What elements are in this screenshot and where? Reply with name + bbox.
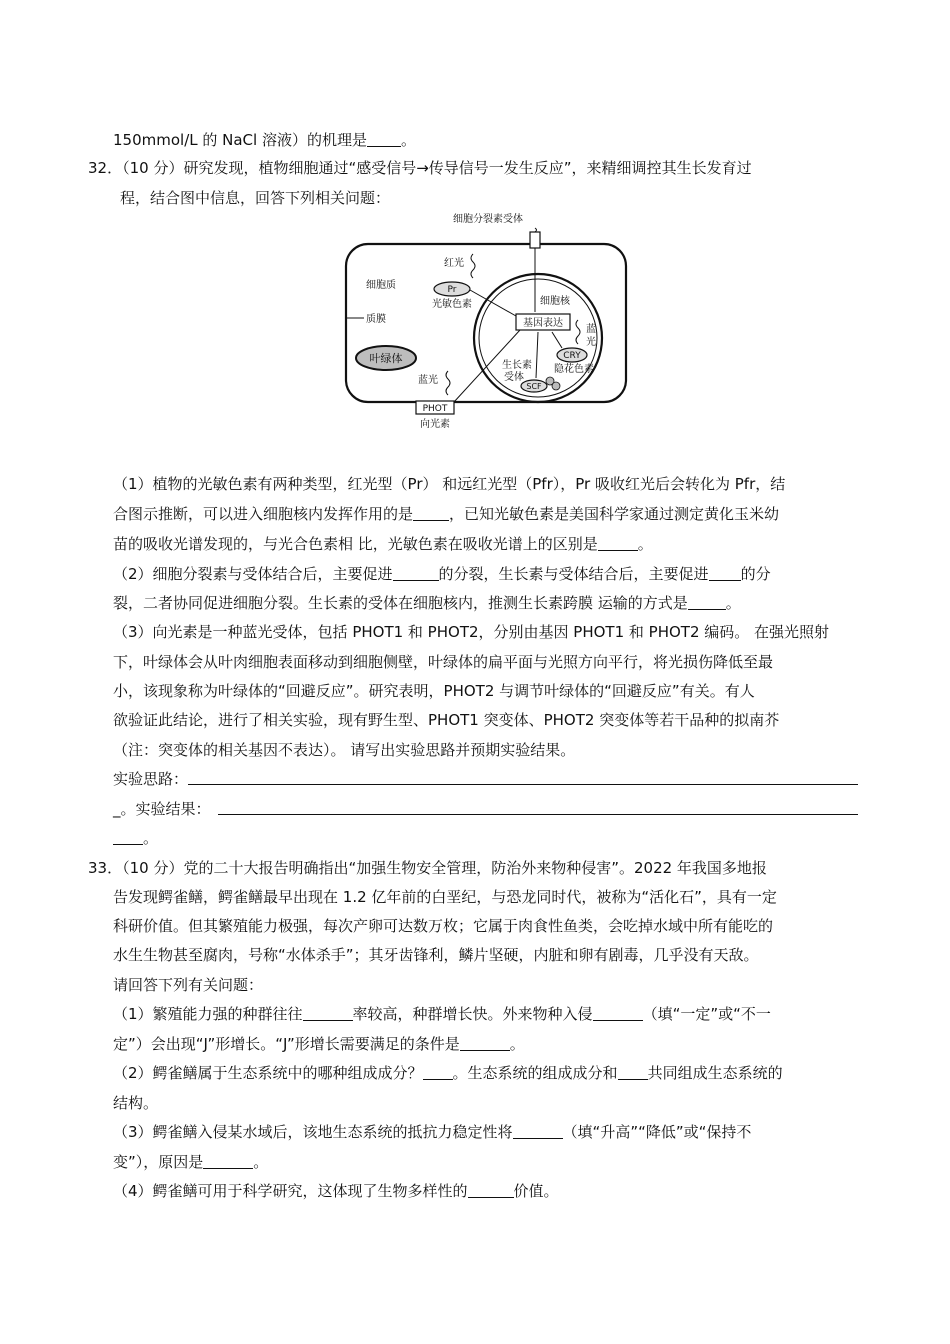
cell-signaling-diagram: [330, 208, 640, 436]
q33-p4-line1: [113, 1181, 559, 1201]
q32-stem-line2: [120, 188, 390, 208]
q33-p1-line1: [113, 1004, 771, 1024]
q33-p1-line2: [113, 1034, 525, 1054]
q32-p3-line3: [113, 681, 755, 701]
membrane-label: 质膜: [366, 314, 386, 325]
experiment-result-end: 。: [143, 829, 159, 847]
q33-p1-text2b: 。: [509, 1035, 525, 1053]
q33-p1-text1b: 率较高，种群增长快。外来物种入侵: [352, 1005, 593, 1023]
q32-p2-text2a: 裂，二者协同促进细胞分裂。生长素的受体在细胞核内，推测生长素跨膜 运输的方式是: [113, 594, 688, 612]
q32-p1-text3b: 。: [637, 535, 653, 553]
q32-p1-line2: [113, 504, 779, 524]
q33-p3-line1: [113, 1122, 751, 1142]
phot-label: PHOT: [422, 404, 448, 414]
answer-blank[interactable]: [203, 1154, 253, 1169]
answer-blank[interactable]: [688, 595, 726, 610]
gene-expression-label: 基因表达: [523, 318, 563, 329]
phytochrome-label: 光敏色素: [432, 299, 472, 310]
cytokinin-receptor: [530, 232, 540, 248]
experiment-idea-line: [113, 769, 188, 789]
q33-p2-line2: [113, 1093, 158, 1113]
q33-p2-text1a: （2）鳄雀鳝属于生态系统中的哪种组成成分？: [113, 1064, 423, 1082]
carryover-line: [113, 130, 416, 150]
q32-p3-text1: （3）向光素是一种蓝光受体，包括 PHOT1 和 PHOT2，分别由基因 PHOT1 和 PHOT2 编码。 在强光照射: [113, 623, 830, 641]
q33-p2-text2: 结构。: [113, 1094, 159, 1112]
q33-p2-text1c: 共同组成生态系统的: [647, 1064, 783, 1082]
answer-blank[interactable]: [113, 830, 143, 845]
experiment-result-blank[interactable]: [218, 814, 858, 815]
blue-light-right-label: 蓝光: [586, 324, 596, 348]
q33-p3-text1b: （填“升高”“降低”或“保持不: [562, 1123, 752, 1141]
q33-p1-text1c: （填“一定”或“不一: [642, 1005, 771, 1023]
q33-line4: [113, 945, 759, 965]
answer-blank[interactable]: [468, 1183, 514, 1198]
cytoplasm-label: 细胞质: [366, 280, 396, 291]
q33-p2-text1b: 。生态系统的组成成分和: [452, 1064, 618, 1082]
q33-text4: 水生生物甚至腐肉，号称“水体杀手”；其牙齿锋利，鳞片坚硬，内脏和卵有剧毒，几乎没有天敌。: [113, 946, 759, 964]
carryover-end: 。: [400, 131, 416, 149]
answer-blank[interactable]: [303, 1006, 353, 1021]
pr-label: Pr: [447, 285, 457, 295]
q33-p1-text1a: （1）繁殖能力强的种群往往: [113, 1005, 303, 1023]
q32-p2-text1c: 的分: [740, 565, 771, 583]
q33-text3: 科研价值。但其繁殖能力极强，每次产卵可达数万枚；它属于肉食性鱼类，会吃掉水域中所有能吃的: [113, 917, 774, 935]
q32-p3-text2: 下，叶绿体会从叶肉细胞表面移动到细胞侧壁，叶绿体的扁平面与光照方向平行，将光损伤降低至最: [113, 653, 774, 671]
q33-p4-text1b: 价值。: [513, 1182, 559, 1200]
experiment-idea-label: 实验思路：: [113, 770, 189, 788]
red-light-label: 红光: [444, 258, 464, 269]
q33-line5: [113, 975, 263, 995]
answer-blank[interactable]: [393, 566, 439, 581]
q32-p2-text1b: 的分裂，生长素与受体结合后，主要促进: [438, 565, 709, 583]
q32-p1-text1: （1）植物的光敏色素有两种类型，红光型（Pr） 和远红光型（Pfr），Pr 吸收红光后会转化为 Pfr，结: [113, 475, 786, 493]
q33-line3: [113, 916, 773, 936]
q33-p2-line1: [113, 1063, 783, 1083]
q32-p1-text3a: 苗的吸收光谱发现的，与光合色素相 比，光敏色素在吸收光谱上的区别是: [113, 535, 598, 553]
q33-p3-text2a: 变”），原因是: [113, 1153, 204, 1171]
cytokinin-receptor-label: 细胞分裂素受体: [453, 214, 523, 225]
q32-p2-text1a: （2）细胞分裂素与受体结合后，主要促进: [113, 565, 393, 583]
answer-blank[interactable]: [618, 1065, 648, 1080]
cry-label: CRY: [563, 351, 581, 361]
auxin-receptor-label: 生长素受体: [502, 360, 532, 383]
blue-light-left-label: 蓝光: [418, 375, 438, 386]
q33-text5: 请回答下列有关问题：: [113, 976, 264, 994]
q33-line2: [113, 887, 777, 907]
answer-blank[interactable]: [709, 566, 741, 581]
experiment-result-line: [113, 799, 211, 819]
q32-p3-text4: 欲验证此结论，进行了相关实验，现有野生型、PHOT1 突变体、PHOT2 突变体等若干品种的拟南芥: [113, 711, 780, 729]
q33-text2: 告发现鳄雀鳝，鳄雀鳝最早出现在 1.2 亿年前的白垩纪，与恐龙同时代，被称为“活化石”，具有一定: [113, 888, 777, 906]
q33-p3-line2: [113, 1152, 268, 1172]
answer-blank[interactable]: [367, 132, 401, 147]
cryptochrome-label: 隐花色素: [554, 364, 594, 375]
q32-p2-line2: [113, 593, 741, 613]
answer-blank[interactable]: [598, 536, 638, 551]
q32-p3-text5: （注：突变体的相关基因不表达）。 请写出实验思路并预期实验结果。: [113, 741, 576, 759]
phototropin-label: 向光素: [420, 419, 450, 430]
q32-p1-text2a: 合图示推断，可以进入细胞核内发挥作用的是: [113, 505, 414, 523]
q32-p3-line2: [113, 652, 773, 672]
q33-text1: （10 分）党的二十大报告明确指出“加强生物安全管理，防治外来物种侵害”。2022 年我国多地报: [122, 859, 767, 877]
q33-p3-text1a: （3）鳄雀鳝入侵某水域后，该地生态系统的抵抗力稳定性将: [113, 1123, 513, 1141]
q32-p1-line3: [113, 534, 653, 554]
q32-stem-text2: 程，结合图中信息，回答下列相关问题：: [120, 189, 391, 207]
q32-p3-line1: [113, 622, 829, 642]
carryover-text: 150mmol/L 的 NaCl 溶液）的机理是: [113, 131, 367, 149]
experiment-idea-blank[interactable]: [188, 784, 858, 785]
q33-p1-text2a: 定”）会出现“J”形增长。“J”形增长需要满足的条件是: [113, 1035, 460, 1053]
nucleus-label: 细胞核: [540, 296, 570, 307]
q32-p3-text3: 小，该现象称为叶绿体的“回避反应”。研究表明，PHOT2 与调节叶绿体的“回避反应”有关。有人: [113, 682, 755, 700]
q32-p2-line1: [113, 564, 771, 584]
q32-stem-line1: [88, 158, 752, 178]
experiment-result-end-line: [113, 828, 158, 848]
chloroplast-label: 叶绿体: [369, 352, 403, 365]
q32-p1-line1: [113, 474, 785, 494]
answer-blank[interactable]: [460, 1036, 510, 1051]
answer-blank[interactable]: [413, 506, 449, 521]
scf-label: SCF: [526, 382, 542, 391]
q32-p1-text2b: ，已知光敏色素是美国科学家通过测定黄化玉米幼: [449, 505, 780, 523]
q33-p3-text2b: 。: [253, 1153, 269, 1171]
answer-blank[interactable]: [593, 1006, 643, 1021]
q32-p2-text2b: 。: [725, 594, 741, 612]
q32-number: 32．: [88, 159, 123, 177]
q32-stem-text1: （10 分）研究发现，植物细胞通过“感受信号→传导信号一发生反应”，来精细调控其生长发育过: [122, 159, 752, 177]
cell-wall: [346, 244, 626, 402]
answer-blank[interactable]: [423, 1065, 453, 1080]
q33-line1: [88, 858, 767, 878]
answer-blank[interactable]: [513, 1124, 563, 1139]
q33-number: 33．: [88, 859, 123, 877]
q32-p3-line4: [113, 710, 779, 730]
q32-p3-line5: [113, 740, 575, 760]
experiment-result-label: _。实验结果：: [113, 800, 211, 818]
q33-p4-text1a: （4）鳄雀鳝可用于科学研究，这体现了生物多样性的: [113, 1182, 468, 1200]
